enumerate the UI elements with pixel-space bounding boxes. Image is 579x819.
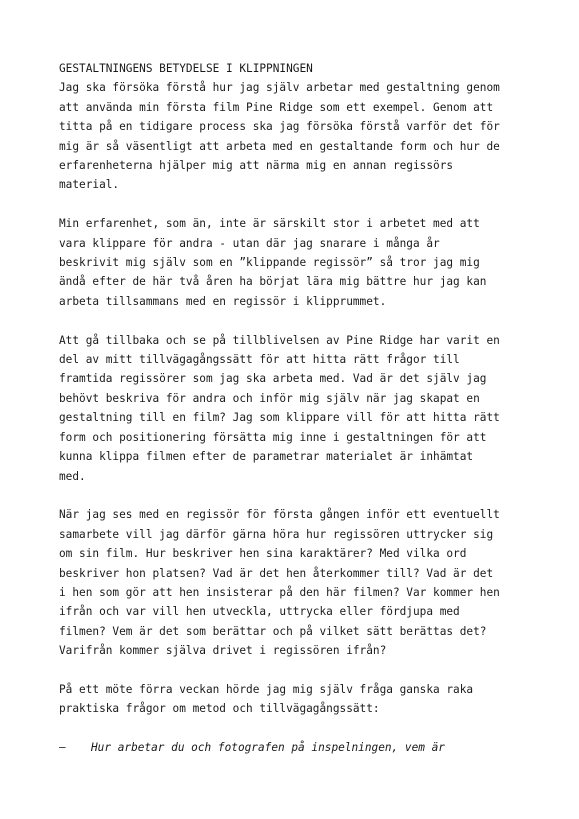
text-line: kunna klippa filmen efter de parametrar materialet är inhämtat [59,450,474,464]
bullet-dash: – [59,741,66,755]
text-line: i hen som gör att hen insisterar på den här filmen? Var kommer hen [59,585,500,599]
text-line: att använda min första film Pine Ridge som ett exempel. Genom att [59,100,494,114]
text-line: På ett möte förra veckan hörde jag mig själv fråga ganska raka [59,682,474,696]
text-line: Jag ska försöka förstå hur jag själv arbetar med gestaltning genom [59,81,500,95]
text-line: mig är så väsentligt att arbeta med en gestaltande form och hur de [59,139,500,153]
text-line: Min erfarenhet, som än, inte är särskilt stor i arbetet med att [59,217,480,231]
text-line: beskrivit mig själv som en ”klippande regissör” så tror jag mig [59,256,480,270]
text-line: praktiska frågor om metod och tillvägagångssätt: [59,702,380,716]
text-line: ifrån och var vill hen utveckla, uttrycka eller fördjupa med [59,605,460,619]
body-paragraph [59,680,529,719]
body-paragraph [59,331,529,486]
text-line: framtida regissörer som jag ska arbeta med. Vad är det själv jag [59,372,487,386]
text-line: beskriver hon platsen? Vad är det hen återkommer till? Vad är det [59,566,494,580]
body-paragraph [59,214,529,311]
document-body [59,59,529,758]
bullet-text: Hur arbetar du och fotografen på inspelningen, vem är [91,741,445,755]
text-line: Att gå tillbaka och se på tillblivelsen av Pine Ridge har varit en [59,333,500,347]
text-line: filmen? Vem är det som berättar och på vilket sätt berättas det? [59,624,487,638]
text-line: vara klippare för andra - utan där jag snarare i många år [59,236,440,250]
text-line: erfarenheterna hjälper mig att närma mig en annan regissörs [59,159,454,173]
text-line: arbeta tillsammans med en regissör i klipprummet. [59,294,387,308]
text-line: titta på en tidigare process ska jag försöka förstå varför det för [59,120,500,134]
text-line: med. [59,469,86,483]
body-paragraph [59,505,529,660]
body-paragraph [59,78,529,194]
text-line: om sin film. Hur beskriver hen sina karaktärer? Med vilka ord [59,547,467,561]
text-line: del av mitt tillvägagångssätt för att hitta rätt frågor till [59,353,460,367]
text-line: samarbete vill jag därför gärna höra hur regissören uttrycker sig [59,527,494,541]
text-line: När jag ses med en regissör för första gången inför ett eventuellt [59,508,500,522]
text-line: ändå efter de här två åren ha börjat lära mig bättre hur jag kan [59,275,487,289]
bullet-item [59,738,529,757]
text-line: form och positionering försätta mig inne i gestaltningen för att [59,430,487,444]
text-line: material. [59,178,120,192]
text-line: behövt beskriva för andra och inför mig själv när jag skapat en [59,391,480,405]
text-line: gestaltning till en film? Jag som klippare vill för att hitta rätt [59,411,500,425]
document-heading: GESTALTNINGENS BETYDELSE I KLIPPNINGEN [59,62,313,75]
text-line: Varifrån kommer själva drivet i regissören ifrån? [59,644,387,658]
paragraph-list [59,78,529,718]
